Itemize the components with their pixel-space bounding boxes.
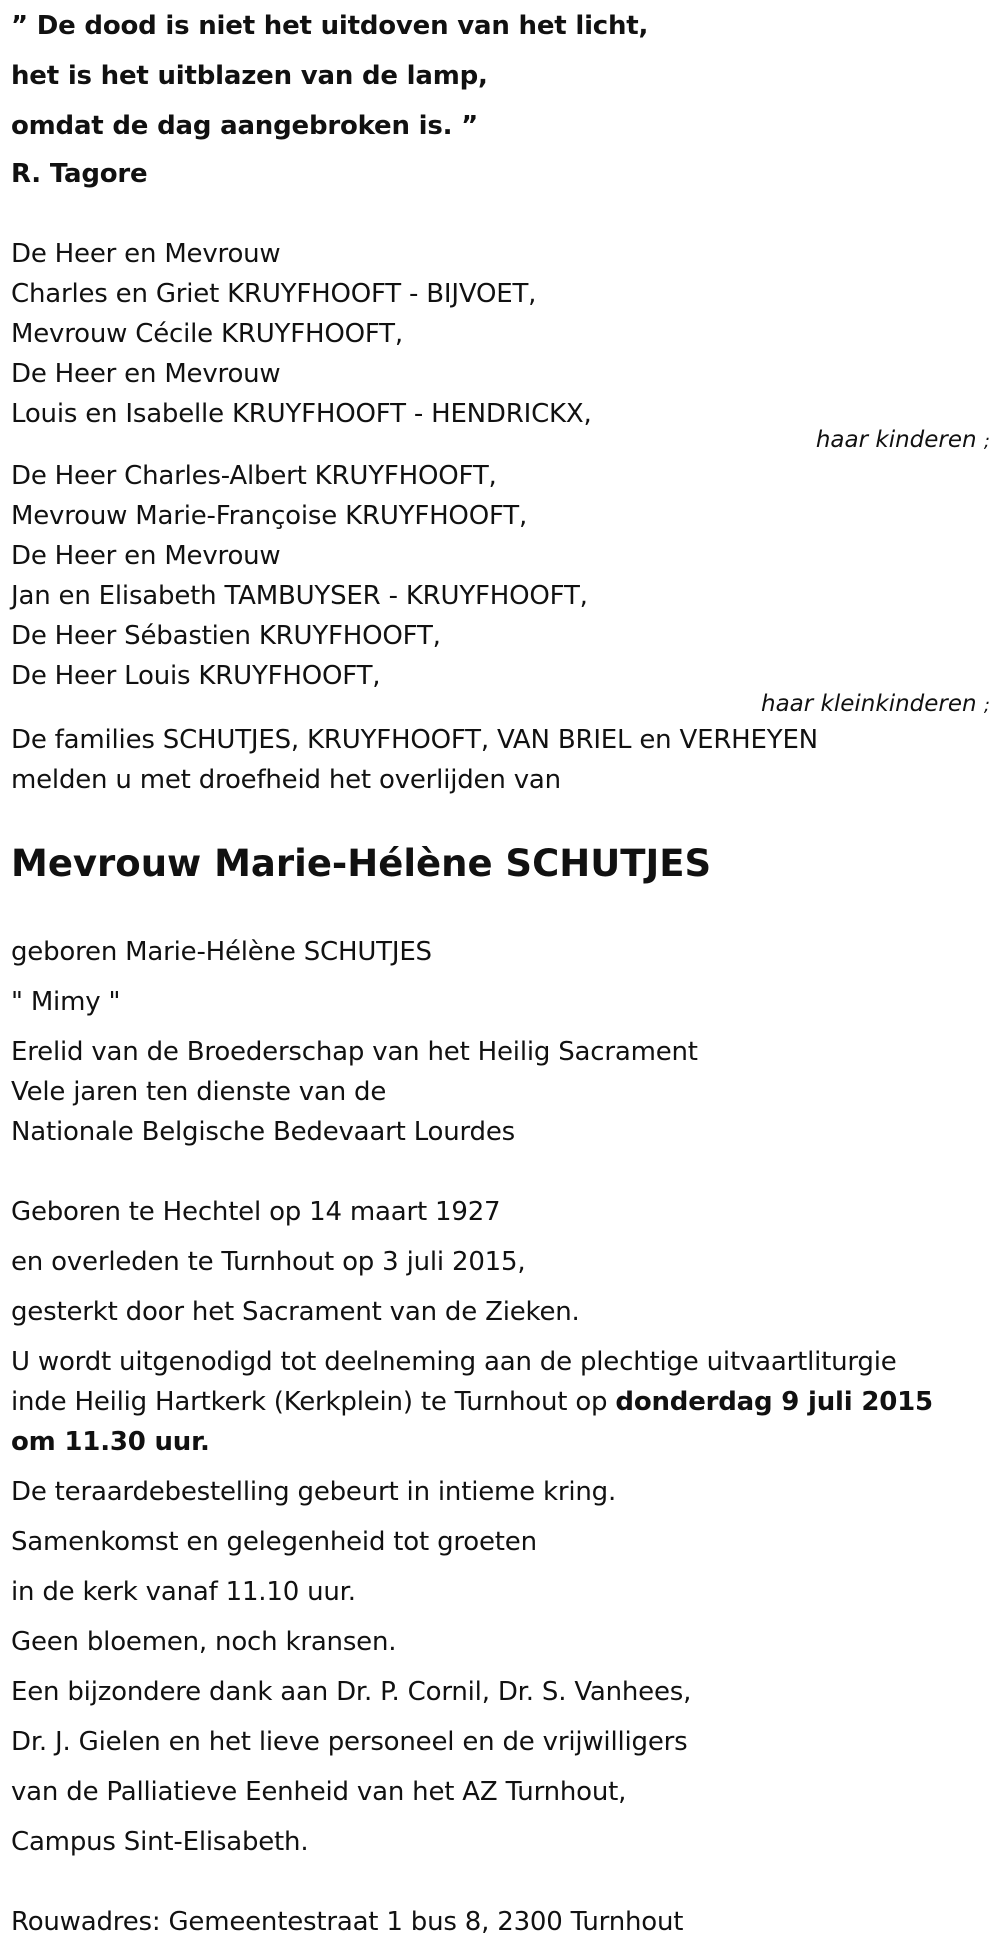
mourning-address: Rouwadres: Gemeentestraat 1 bus 8, 2300 Turnhout (11, 1907, 684, 1937)
funeral-time: om 11.30 uur. (11, 1427, 210, 1457)
grandchildren-relation-text: haar kleinkinderen (761, 691, 977, 717)
announcement-line-1: De families SCHUTJES, KRUYFHOOFT, VAN BRIEL en VERHEYEN (11, 725, 818, 755)
honor-line-2: Vele jaren ten dienste van de (11, 1077, 387, 1107)
quote-author: R. Tagore (11, 159, 148, 189)
honor-line-3: Nationale Belgische Bedevaart Lourdes (11, 1117, 515, 1147)
honor-line-1: Erelid van de Broederschap van het Heilig Sacrament (11, 1037, 698, 1067)
grandchildren-line-1: De Heer Charles-Albert KRUYFHOOFT, (11, 461, 497, 491)
grandchildren-line-4: Jan en Elisabeth TAMBUYSER - KRUYFHOOFT, (11, 581, 588, 611)
gathering-line-1: Samenkomst en gelegenheid tot groeten (11, 1527, 537, 1557)
quote-line-2: het is het uitblazen van de lamp, (11, 61, 488, 91)
grandchildren-line-5: De Heer Sébastien KRUYFHOOFT, (11, 621, 441, 651)
children-relation-label (816, 426, 990, 456)
children-line-3: Mevrouw Cécile KRUYFHOOFT, (11, 319, 403, 349)
thanks-line-1: Een bijzondere dank aan Dr. P. Cornil, Dr. S. Vanhees, (11, 1677, 692, 1707)
flowers-line: Geen bloemen, noch kransen. (11, 1627, 397, 1657)
thanks-line-4: Campus Sint-Elisabeth. (11, 1827, 309, 1857)
children-line-5: Louis en Isabelle KRUYFHOOFT - HENDRICKX, (11, 399, 592, 429)
children-relation-text: haar kinderen (815, 427, 977, 453)
children-line-1: De Heer en Mevrouw (11, 239, 281, 269)
deceased-nickname: " Mimy " (11, 987, 121, 1017)
death-line: en overleden te Turnhout op 3 juli 2015, (11, 1247, 526, 1277)
funeral-invite-line-1: U wordt uitgenodigd tot deelneming aan de plechtige uitvaartliturgie (11, 1347, 897, 1377)
burial-line: De teraardebestelling gebeurt in intieme kring. (11, 1477, 617, 1507)
thanks-line-2: Dr. J. Gielen en het lieve personeel en de vrijwilligers (11, 1727, 688, 1757)
grandchildren-relation-punct: ; (983, 695, 990, 716)
quote-line-1: ” De dood is niet het uitdoven van het licht, (11, 11, 649, 41)
deceased-born-as: geboren Marie-Hélène SCHUTJES (11, 937, 432, 967)
grandchildren-line-3: De Heer en Mevrouw (11, 541, 281, 571)
funeral-invite-prefix: inde Heilig Hartkerk (Kerkplein) te Turnhout op (11, 1387, 616, 1417)
funeral-date: donderdag 9 juli 2015 (615, 1387, 933, 1417)
children-relation-punct: ; (983, 431, 990, 452)
grandchildren-line-2: Mevrouw Marie-Françoise KRUYFHOOFT, (11, 501, 528, 531)
announcement-line-2: melden u met droefheid het overlijden van (11, 765, 561, 795)
deceased-name: Mevrouw Marie-Hélène SCHUTJES (11, 842, 712, 885)
gathering-line-2: in de kerk vanaf 11.10 uur. (11, 1577, 356, 1607)
thanks-line-3: van de Palliatieve Eenheid van het AZ Turnhout, (11, 1777, 627, 1807)
funeral-invite-line-2 (11, 1386, 933, 1418)
sacrament-line: gesterkt door het Sacrament van de Zieken. (11, 1297, 580, 1327)
birth-line: Geboren te Hechtel op 14 maart 1927 (11, 1197, 501, 1227)
children-line-4: De Heer en Mevrouw (11, 359, 281, 389)
children-line-2: Charles en Griet KRUYFHOOFT - BIJVOET, (11, 279, 537, 309)
grandchildren-relation-label (761, 690, 990, 720)
quote-line-3: omdat de dag aangebroken is. ” (11, 111, 479, 141)
grandchildren-line-6: De Heer Louis KRUYFHOOFT, (11, 661, 381, 691)
